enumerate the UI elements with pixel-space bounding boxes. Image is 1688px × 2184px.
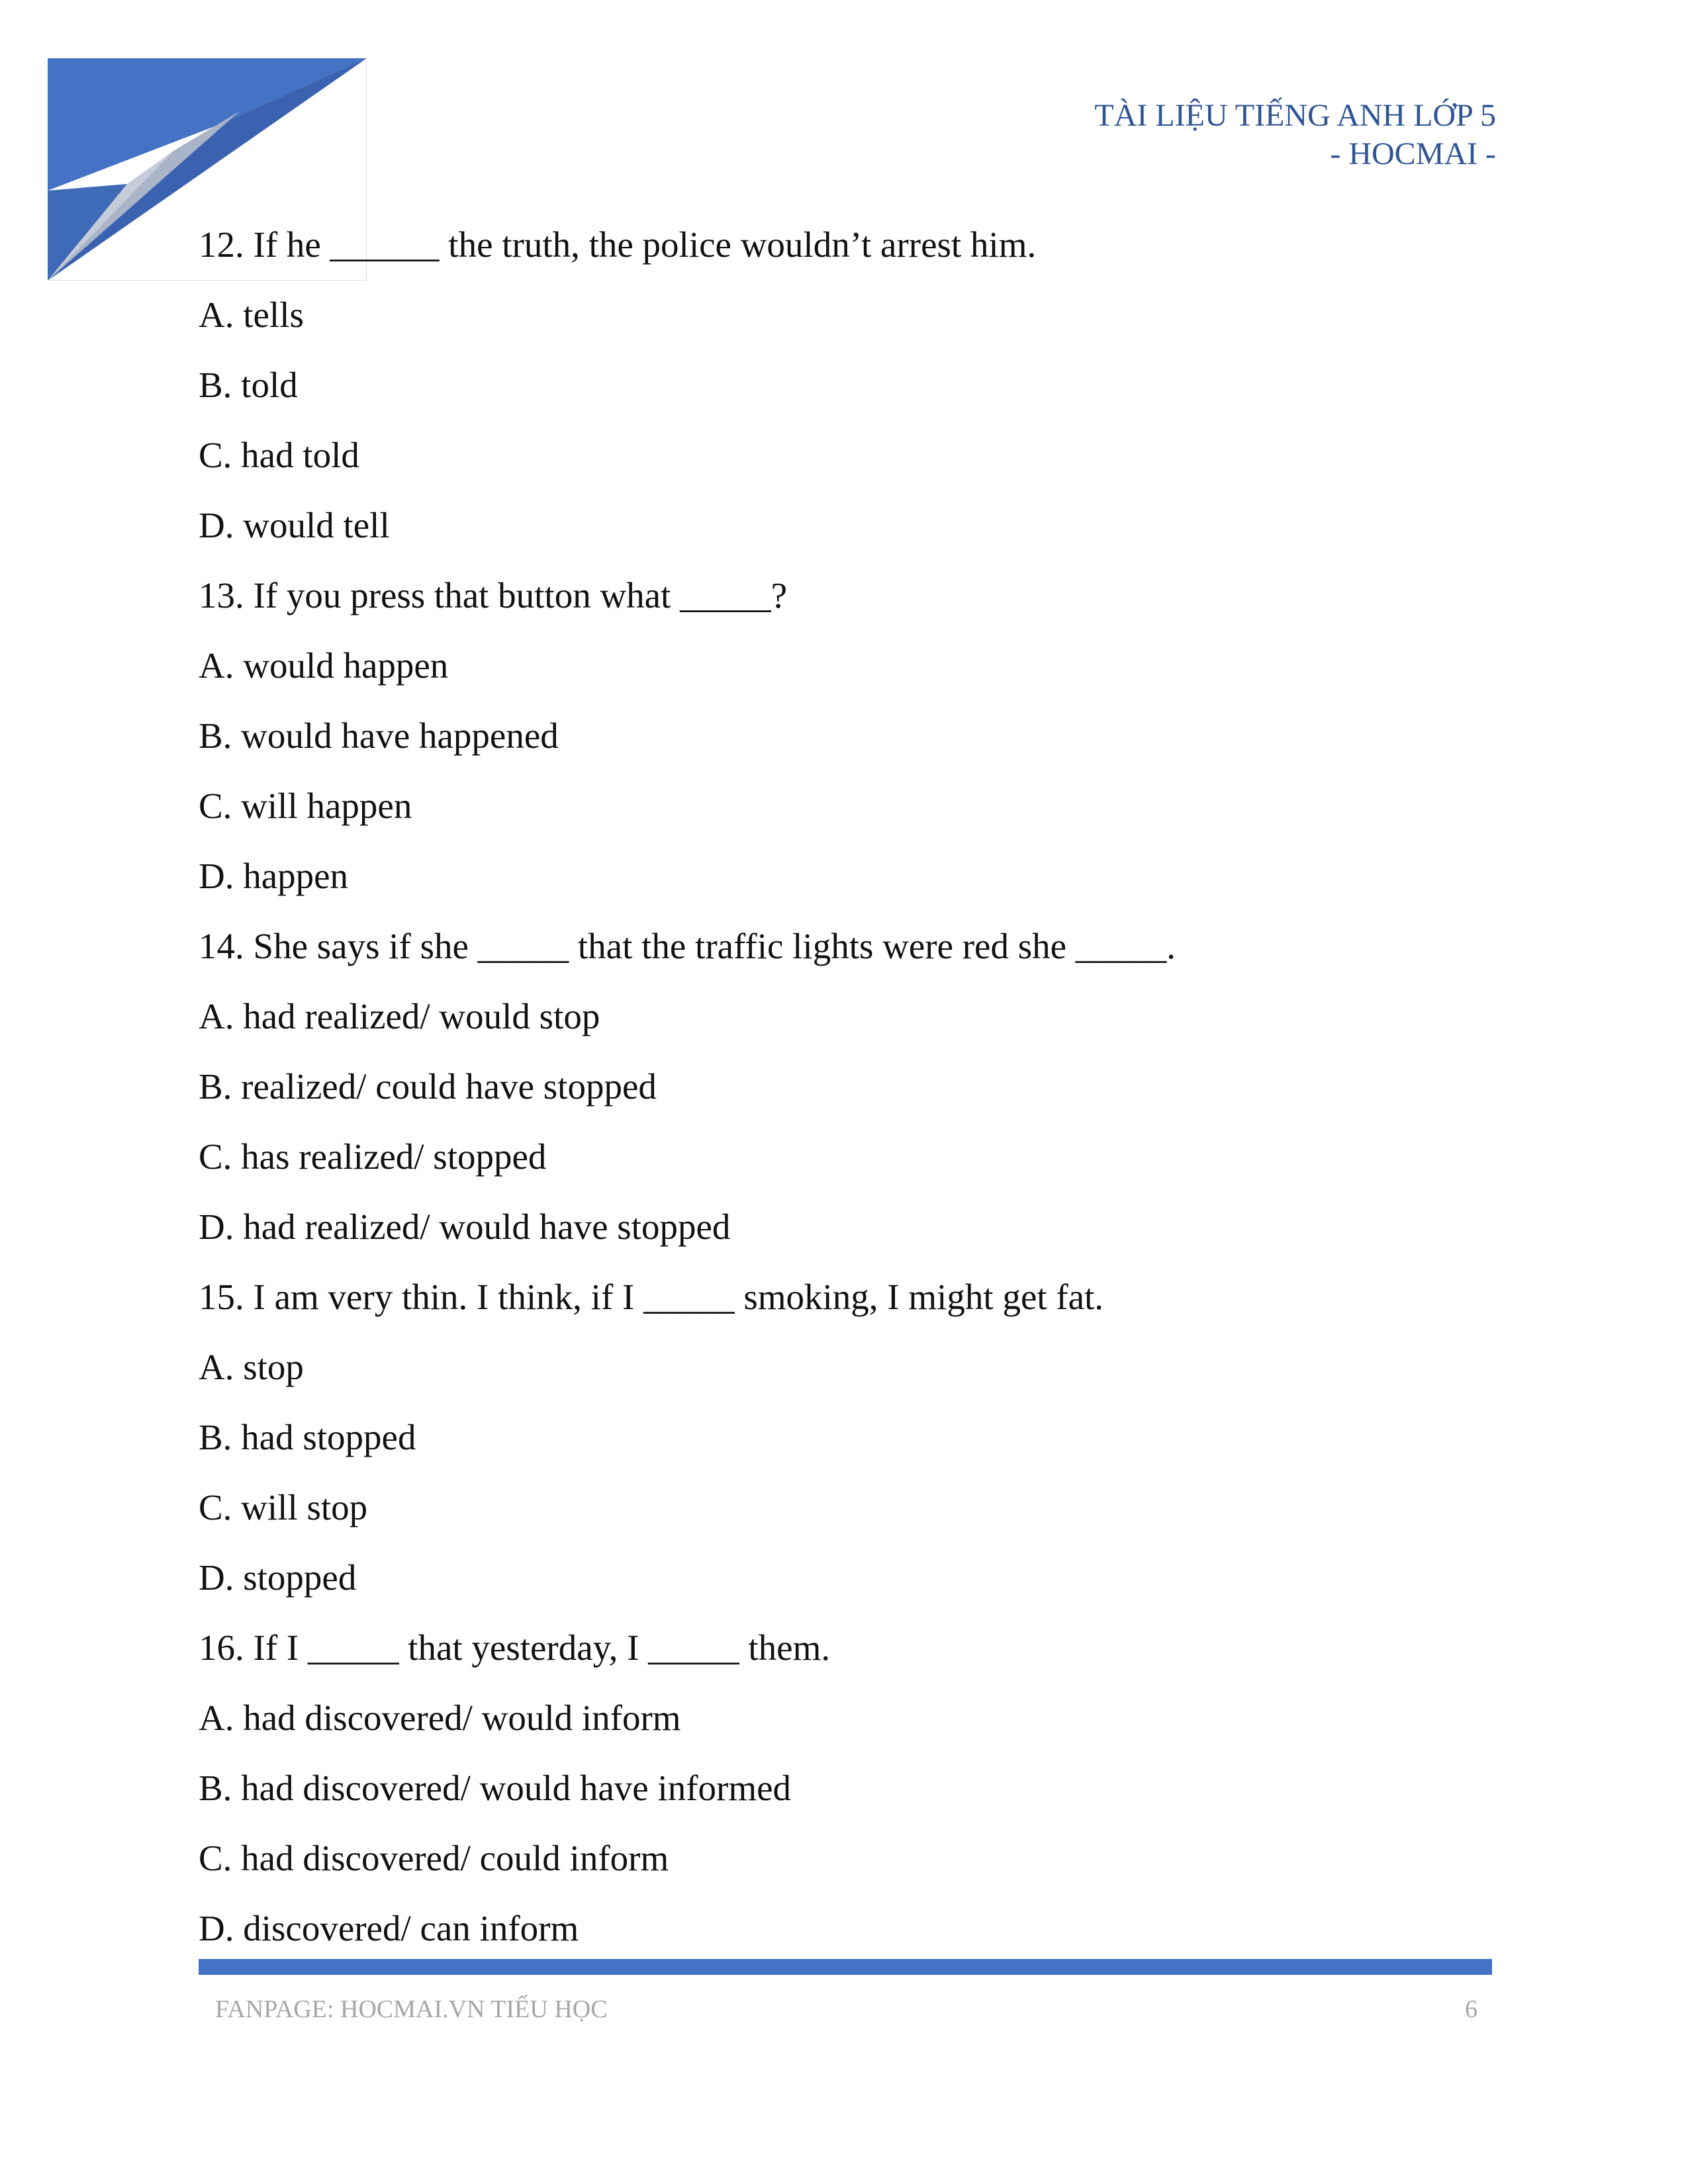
footer-divider-bar xyxy=(199,1959,1492,1975)
document-header xyxy=(1094,97,1496,173)
option-16-d: D. discovered/ can inform xyxy=(199,1908,579,1948)
question-13: 13. If you press that button what _____? xyxy=(199,575,788,615)
option-15-a: A. stop xyxy=(199,1347,304,1387)
option-14-d: D. had realized/ would have stopped xyxy=(199,1206,731,1247)
option-13-b: B. would have happened xyxy=(199,715,559,756)
option-15-d: D. stopped xyxy=(199,1557,357,1598)
header-title: TÀI LIỆU TIẾNG ANH LỚP 5 xyxy=(1094,98,1496,133)
option-15-b: B. had stopped xyxy=(199,1417,416,1457)
option-14-a: A. had realized/ would stop xyxy=(199,996,600,1036)
page-number: 6 xyxy=(1465,1995,1477,2023)
question-14: 14. She says if she _____ that the traffic lights were red she _____. xyxy=(199,926,1176,966)
header-subtitle: - HOCMAI - xyxy=(1330,136,1496,171)
question-12: 12. If he ______ the truth, the police wouldn’t arrest him. xyxy=(199,224,1037,265)
option-16-c: C. had discovered/ could inform xyxy=(199,1838,669,1878)
option-12-a: A. tells xyxy=(199,295,304,335)
option-12-d: D. would tell xyxy=(199,505,390,545)
option-16-a: A. had discovered/ would inform xyxy=(199,1698,681,1738)
question-15: 15. I am very thin. I think, if I _____ smoking, I might get fat. xyxy=(199,1277,1104,1317)
option-12-c: C. had told xyxy=(199,435,359,475)
option-13-a: A. would happen xyxy=(199,645,449,686)
option-14-b: B. realized/ could have stopped xyxy=(199,1066,657,1107)
option-13-c: C. will happen xyxy=(199,786,412,826)
question-list xyxy=(199,220,1496,1974)
option-13-d: D. happen xyxy=(199,856,349,896)
option-14-c: C. has realized/ stopped xyxy=(199,1136,547,1177)
question-16: 16. If I _____ that yesterday, I _____ them. xyxy=(199,1627,831,1668)
option-15-c: C. will stop xyxy=(199,1487,368,1527)
option-16-b: B. had discovered/ would have informed xyxy=(199,1768,792,1808)
option-12-b: B. told xyxy=(199,365,298,405)
footer-fanpage-text: FANPAGE: HOCMAI.VN TIỂU HỌC xyxy=(215,1995,608,2023)
